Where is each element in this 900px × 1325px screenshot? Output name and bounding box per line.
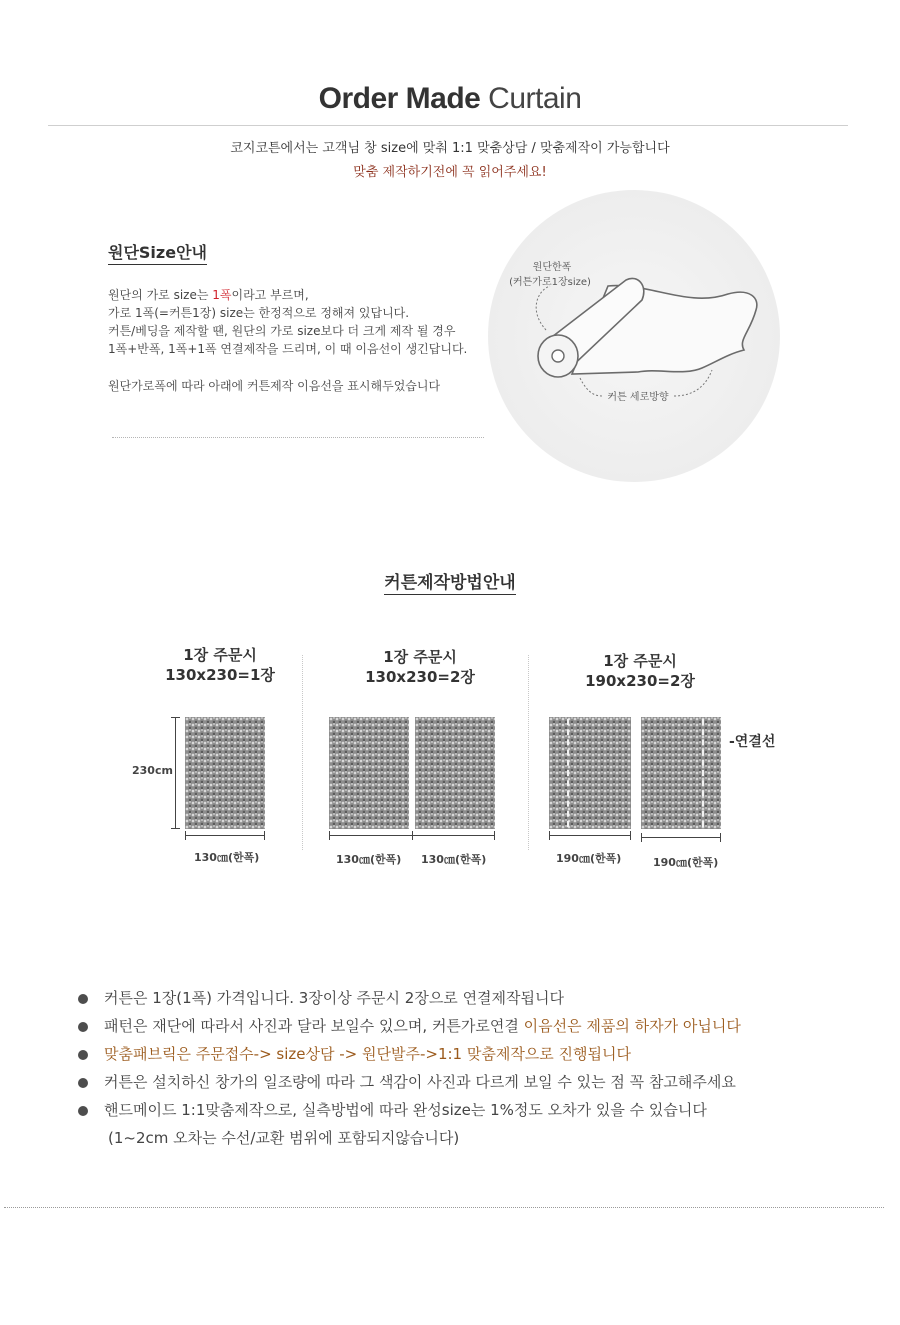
method-heading [0,568,900,593]
bullet-icon [78,1022,88,1032]
width-ruler [641,837,721,838]
subtitle: 코지코튼에서는 고객님 창 size에 맞춰 1:1 맞춤상담 / 맞춤제작이 가능합니다 [230,141,670,156]
list-item [78,984,741,1012]
column1-heading-line1: 1장 주문시 [183,646,257,664]
column1-heading-line2: 130x230=1장 [165,666,275,684]
desc-line2: 가로 1폭(=커튼1장) size는 한정적으로 정해져 있답니다. [108,306,410,320]
note-3: 맞춤패브릭은 주문접수-> size상담 -> 원단발주->1:1 맞춤제작으로 진행됩니다 [104,1045,632,1063]
seam-line [567,719,569,827]
curtain-panel [415,717,495,829]
footer-divider-dotted [4,1207,884,1208]
title-divider [48,125,848,126]
desc-line1-post: 이라고 부르며, [231,288,309,302]
desc-line4: 1폭+반폭, 1폭+1폭 연결제작을 드리며, 이 때 이음선이 생긴답니다. [108,342,468,356]
column3-heading [560,651,720,691]
column2-heading [340,647,500,687]
curtain-panel [641,717,721,829]
column-divider-2 [528,655,529,850]
width-label: 190㎝(한폭) [653,856,719,869]
list-item [78,1068,741,1096]
diagram-label-width-note: (커튼가로1장size) [509,277,591,288]
note-5: 핸드메이드 1:1맞춤제작으로, 실측방법에 따라 완성size는 1%정도 오차가 있을 수 있습니다 [104,1101,707,1119]
section-divider-dotted [112,437,484,438]
seam-line [702,719,704,827]
notes-list [78,984,741,1152]
title-light: Curtain [488,82,582,115]
note-2: 패턴은 재단에 따라서 사진과 달라 보일수 있으며, 커튼가로연결 [104,1017,524,1035]
fabric-size-description [108,286,467,358]
bullet-icon [78,1106,88,1116]
column3-heading-line1: 1장 주문시 [603,652,677,670]
note-1: 커튼은 1장(1폭) 가격입니다. 3장이상 주문시 2장으로 연결제작됩니다 [104,989,564,1007]
column2-heading-line1: 1장 주문시 [383,648,457,666]
column-divider-1 [302,655,303,850]
diagram-label-vertical: 커튼 세로방향 [607,392,669,403]
title-bold: Order Made [318,82,481,115]
curtain-panel [329,717,409,829]
note-5-continuation: (1~2cm 오차는 수선/교환 범위에 포함되지않습니다) [108,1129,460,1147]
desc-line1-highlight: 1폭 [212,288,232,302]
curtain-panel [549,717,631,829]
width-ruler [549,835,631,836]
bullet-icon [78,1050,88,1060]
roll-core [552,350,564,362]
list-item [78,1096,741,1124]
desc-line5: 원단가로폭에 따라 아래에 커튼제작 이음선을 표시해두었습니다 [108,379,441,393]
column3-heading-line2: 190x230=2장 [585,672,695,690]
width-label: 130㎝(한폭) [421,853,487,866]
list-item [78,1040,741,1068]
desc-line1-pre: 원단의 가로 size는 [108,288,213,302]
column1-heading [140,645,300,685]
width-label: 190㎝(한폭) [556,852,622,865]
width-ruler [185,835,265,836]
width-label: 130㎝(한폭) [194,851,260,864]
height-label: 230cm [132,764,173,777]
method-heading-text: 커튼제작방법안내 [384,573,516,593]
fabric-size-heading: 원단Size안내 [108,240,207,265]
bullet-icon [78,1078,88,1088]
height-ruler [175,717,176,829]
bullet-icon [78,994,88,1004]
fabric-roll-illustration [488,190,780,482]
diagram-label-width: 원단한폭 [532,262,572,273]
width-label: 130㎝(한폭) [336,853,402,866]
notice-text: 맞춤 제작하기전에 꼭 읽어주세요! [353,165,547,180]
desc-line3: 커튼/베딩을 제작할 땐, 원단의 가로 size보다 더 크게 제작 될 경우 [108,324,456,338]
seam-label: -연결선 [729,734,776,750]
column2-heading-line2: 130x230=2장 [365,668,475,686]
note-4: 커튼은 설치하신 창가의 일조량에 따라 그 색감이 사진과 다르게 보일 수 있는 점 꼭 참고해주세요 [104,1073,736,1091]
curtain-panel [185,717,265,829]
list-item [78,1012,741,1040]
note-2-highlight: 이음선은 제품의 하자가 아닙니다 [523,1017,741,1035]
page-title [0,82,900,116]
